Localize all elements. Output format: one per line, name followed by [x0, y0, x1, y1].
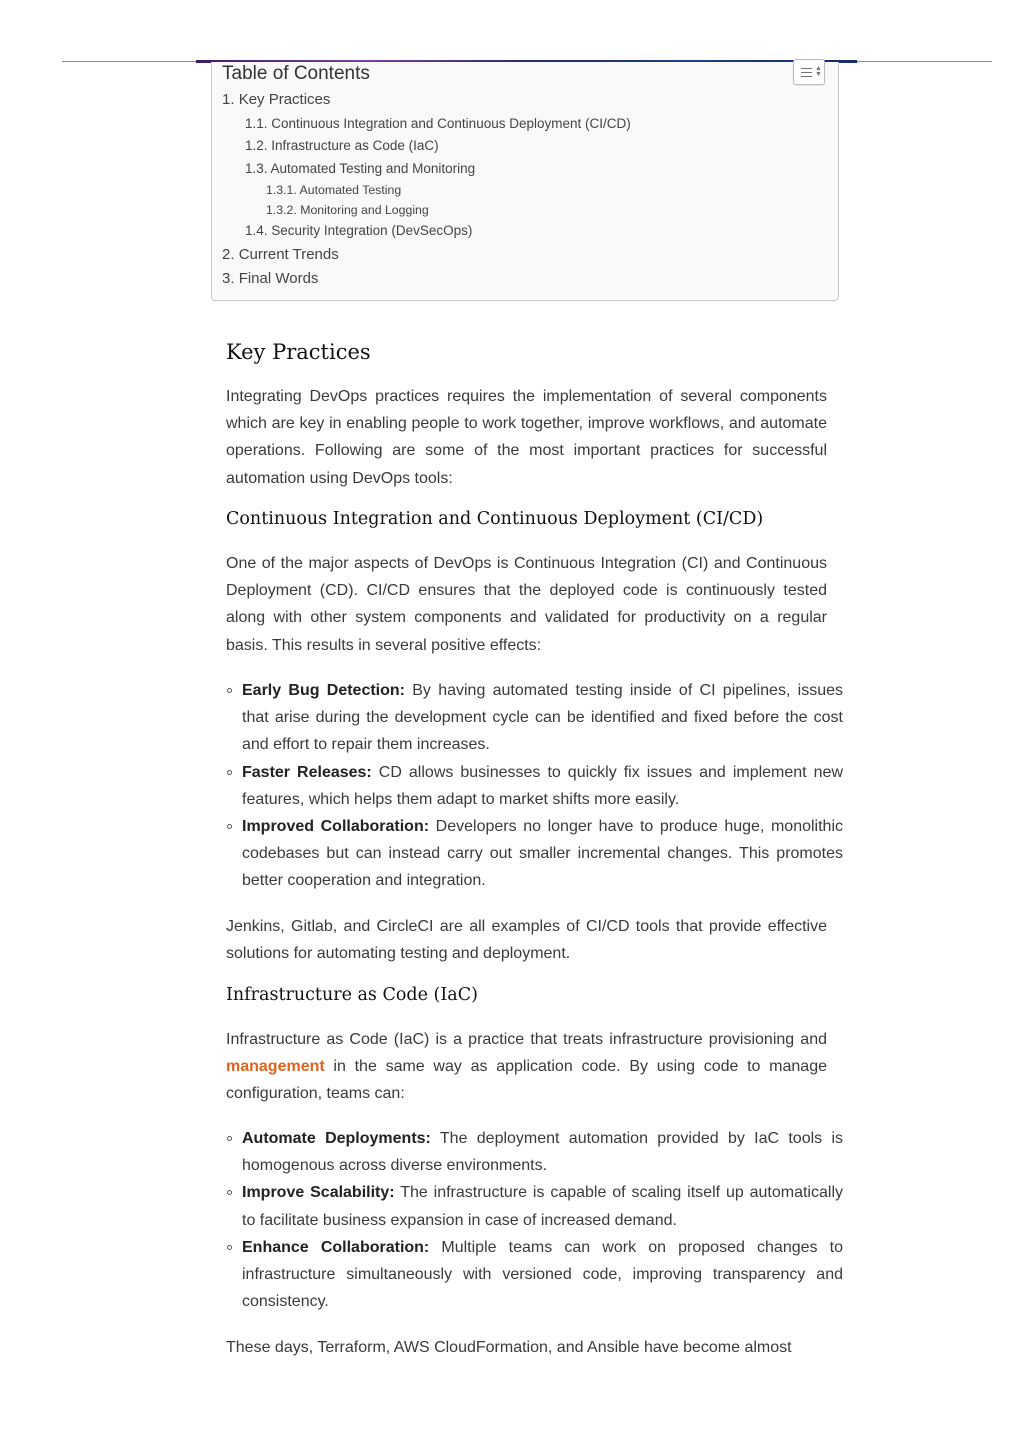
bullet-circle-icon: [227, 824, 232, 829]
cicd-outro: Jenkins, Gitlab, and CircleCI are all examples of CI/CD tools that provide effective solutions for automating testing and deployment.: [226, 918, 827, 963]
bullet-circle-icon: [227, 1190, 232, 1195]
bullet-circle-icon: [227, 1245, 232, 1250]
toc-toggle-button[interactable]: [793, 59, 825, 85]
list-icon: [801, 68, 812, 77]
iac-benefits-list: [226, 1125, 843, 1315]
bullet-circle-icon: [227, 688, 232, 693]
toc-title: Table of Contents: [222, 63, 370, 84]
toc-item-final-words[interactable]: 3. Final Words: [222, 270, 319, 287]
toc-item-cicd[interactable]: 1.1. Continuous Integration and Continuous Deployment (CI/CD): [245, 116, 631, 131]
list-item: Automate Deployments: The deployment automation provided by IaC tools is homogenous across diverse environments.: [226, 1125, 843, 1179]
cicd-intro: One of the major aspects of DevOps is Continuous Integration (CI) and Continuous Deployment (CD). CI/CD ensures that the deployed code is continuously tested along with other system components and validated for productivity on a regular basis. This results in several positive effects:: [226, 555, 827, 654]
toc-item-devsecops[interactable]: 1.4. Security Integration (DevSecOps): [245, 223, 473, 238]
toc-item-automated-testing-monitoring[interactable]: 1.3. Automated Testing and Monitoring: [245, 161, 476, 176]
sort-arrows-icon: ▲ ▼: [815, 65, 822, 78]
heading-key-practices: Key Practices: [226, 340, 371, 364]
list-item: Improve Scalability: The infrastructure is capable of scaling itself up automatically to facilitate business expansion in case of increased demand.: [226, 1179, 843, 1233]
bullet-circle-icon: [227, 770, 232, 775]
toc-item-monitoring-logging[interactable]: 1.3.2. Monitoring and Logging: [266, 203, 429, 217]
heading-cicd: Continuous Integration and Continuous Deployment (CI/CD): [226, 509, 764, 529]
list-item: Improved Collaboration: Developers no longer have to produce huge, monolithic codebases but can instead carry out smaller incremental changes. This promotes better cooperation and integration.: [226, 813, 843, 895]
cicd-benefits-list: [226, 677, 843, 895]
list-item: Faster Releases: CD allows businesses to quickly fix issues and implement new features, which helps them adapt to market shifts more easily.: [226, 759, 843, 813]
toc-item-automated-testing[interactable]: 1.3.1. Automated Testing: [266, 183, 402, 197]
heading-iac: Infrastructure as Code (IaC): [226, 985, 478, 1005]
key-practices-intro: Integrating DevOps practices requires the implementation of several components which are key in enabling people to work together, improve workflows, and automate operations. Following are some of the most important practices for successful automation using DevOps tools:: [226, 388, 827, 487]
toc-item-iac[interactable]: 1.2. Infrastructure as Code (IaC): [245, 138, 439, 153]
toc-item-key-practices[interactable]: 1. Key Practices: [222, 91, 331, 108]
list-item: Enhance Collaboration: Multiple teams can work on proposed changes to infrastructure simultaneously with versioned code, improving transparency and consistency.: [226, 1234, 843, 1316]
table-of-contents: [211, 62, 839, 301]
management-link[interactable]: management: [226, 1058, 325, 1076]
iac-outro: These days, Terraform, AWS CloudFormation, and Ansible have become almost: [226, 1339, 792, 1356]
list-item: Early Bug Detection: By having automated testing inside of CI pipelines, issues that arise during the development cycle can be identified and fixed before the cost and effort to repair them increases.: [226, 677, 843, 759]
iac-intro: Infrastructure as Code (IaC) is a practice that treats infrastructure provisioning and management in the same way as application code. By using code to manage configuration, teams can:: [226, 1031, 827, 1103]
toc-item-current-trends[interactable]: 2. Current Trends: [222, 246, 339, 263]
bullet-circle-icon: [227, 1136, 232, 1141]
